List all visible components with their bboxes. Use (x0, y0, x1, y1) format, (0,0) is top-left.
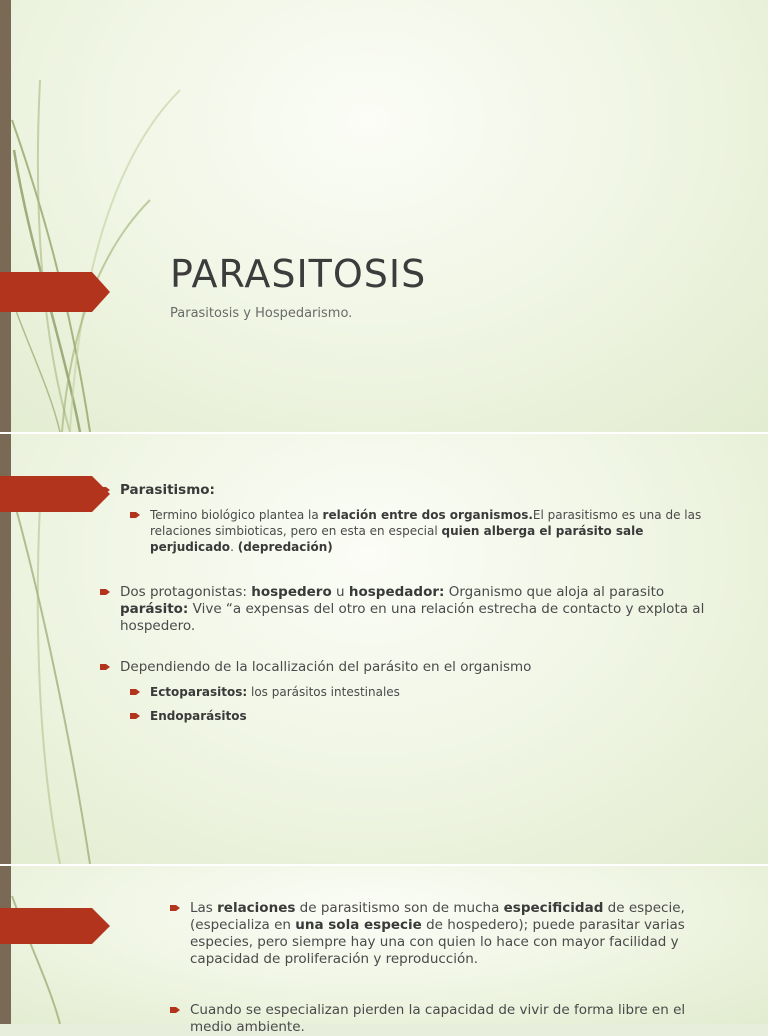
text-run: quien alberga el parásito sale perjudicado (150, 524, 644, 554)
text-run: hospedero (251, 584, 332, 600)
text-run: los parásitos intestinales (247, 685, 400, 699)
text-run: parásito: (120, 601, 189, 617)
text-run: relación entre dos organismos. (322, 508, 533, 522)
text-run: Ectoparasitos: (150, 685, 248, 699)
list-item (130, 507, 720, 555)
text-run: de especie, (especializa en (190, 900, 685, 933)
slide-content (100, 482, 720, 724)
bullet-arrow-icon (100, 485, 110, 495)
text-run: Organismo que aloja al parasito (444, 584, 665, 600)
slide-title (0, 0, 768, 432)
list-item (100, 584, 720, 635)
text-run: El parasitismo es una de las relaciones simbioticas, pero en esta en especial (150, 508, 702, 538)
text-run: relaciones (217, 900, 296, 916)
text-run: Cuando se especializan pierden la capacidad de vivir de forma libre en el medio ambiente. (190, 1002, 686, 1035)
text-run: de hospedero); puede parasitar varias especies, pero siempre hay una con quien lo hace con mayor facilidad y capacidad de proliferación y reproducción. (190, 917, 685, 967)
text-run: u (331, 584, 349, 600)
slide-subtitle: Parasitosis y Hospedarismo. (170, 306, 353, 321)
title-tag-shape (0, 908, 112, 944)
bullet-arrow-icon (170, 903, 180, 913)
text-run: Endoparásitos (150, 709, 247, 723)
list-item (100, 482, 720, 499)
bullet-arrow-icon (130, 687, 140, 697)
text-run: Vive “a expensas del otro en una relación estrecha de contacto y explota al hospedero. (120, 601, 705, 634)
text-run: Las (190, 900, 218, 916)
title-tag-shape (0, 272, 112, 308)
slide-title-text: PARASITOSIS (170, 252, 427, 296)
list-item (130, 708, 720, 724)
text-run: (depredación) (237, 540, 333, 554)
bullet-arrow-icon (130, 510, 140, 520)
bullet-heading: Parasitismo: (120, 482, 215, 498)
slide-parasitismo (0, 434, 768, 864)
list-item (170, 1002, 715, 1036)
title-tag-shape (0, 476, 112, 512)
list-item (130, 684, 720, 700)
text-run: una sola especie (295, 917, 422, 933)
text-run: especificidad (503, 900, 604, 916)
list-item (100, 659, 720, 676)
list-item (170, 900, 715, 968)
bullet-arrow-icon (100, 587, 110, 597)
grass-decoration-icon (0, 866, 120, 1024)
text-run: hospedador: (348, 584, 445, 600)
text-run: de parasitismo son de mucha (295, 900, 504, 916)
bullet-arrow-icon (170, 1005, 180, 1015)
bullet-arrow-icon (130, 711, 140, 721)
grass-decoration-icon (0, 0, 200, 432)
slide-content (170, 900, 715, 1036)
text-run: . (230, 540, 238, 554)
slide-relaciones (0, 866, 768, 1035)
bullet-arrow-icon (100, 662, 110, 672)
text-run: Dependiendo de la locallización del parásito en el organismo (120, 659, 532, 675)
text-run: Dos protagonistas: (120, 584, 252, 600)
text-run: Termino biológico plantea la (150, 508, 323, 522)
